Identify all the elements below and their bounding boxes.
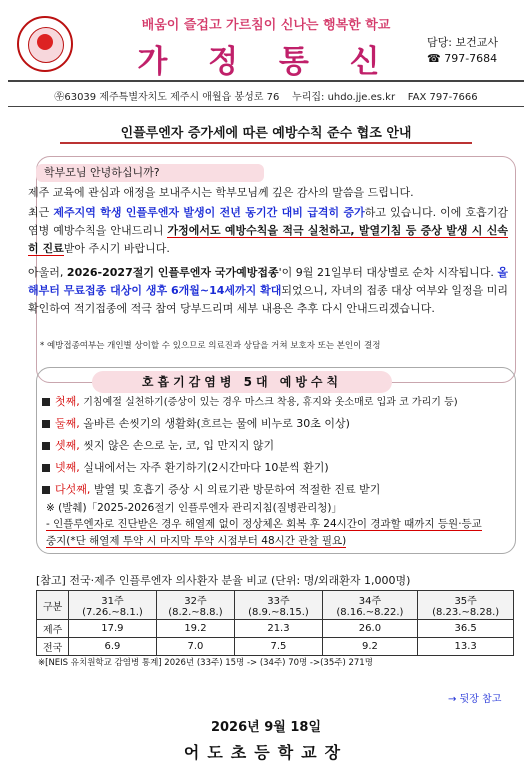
table-header-row [37,591,514,620]
table-row: 전국 6.9 7.0 7.5 9.2 13.3 [37,638,514,656]
rule-item: 둘째, 올바른 손씻기의 생활화(흐르는 물에 비누로 30초 이상) [42,416,350,432]
website: 누리집: uhdo.jje.es.kr [292,92,396,103]
greeting: 학부모님 안녕하십니까? [36,164,264,182]
table-caption: [참고] 전국·제주 인플루엔자 의사환자 분율 비교 (단위: 명/외래환자 1,000명) [36,574,411,587]
address-rule [8,106,524,107]
guideline-source: ※ (발췌)「2025-2026절기 인플루엔자 관리지침(질병관리청)」 [46,502,343,514]
letter-p2: 최근 제주지역 학생 인플루엔자 발생이 전년 동기간 대비 급격히 증가하고 있습니다. 이에 호흡기감염병 예방수칙을 안내드리니 가정에서도 예방수칙을 적극 실천하고, 발열기침 등 증상 발생 시 신속히 진료받아 주시기 바랍니다. [28,206,509,255]
table-row: 제주 17.9 19.2 21.3 26.0 36.5 [37,620,514,638]
address: ㉾63039 제주특별자치도 제주시 애월읍 봉성로 76 [54,92,280,103]
slogan: 배움이 즐겁고 가르침이 신나는 행복한 학교 [141,18,391,33]
square-bullet-icon [42,442,50,450]
table-col-header: 34주 (8.16.~8.22.) [322,591,418,620]
fax: FAX 797-7666 [407,92,478,103]
table-col-header: 33주 (8.9.~8.15.) [235,591,322,620]
rule-item: 넷째, 실내에서는 자주 환기하기(2시간마다 10분씩 환기) [42,460,329,476]
square-bullet-icon [42,464,50,472]
letter-p1: 제주 교육에 관심과 애정을 보내주시는 학부모님께 깊은 감사의 말씀을 드립니다. [28,186,414,199]
page-title: 가 정 통 신 [137,44,395,80]
contact-phone: ☎ 797-7684 [427,52,498,65]
square-bullet-icon [42,486,50,494]
headline: 인플루엔자 증가세에 따른 예방수칙 준수 협조 안내 [120,126,412,141]
table-corner: 구분 [37,591,69,620]
rule-item: 첫째, 기침예절 실천하기(증상이 있는 경우 마스크 착용, 휴지와 옷소매로 입과 코 가리기 등) [42,394,458,411]
table-footnote: ※[NEIS 유치원학교 감염병 통계] 2026년 (33주) 15명 -> (34주) 70명 ->(35주) 271명 [38,658,373,668]
school-signature: 어도초등학교장 [183,743,349,762]
table-col-header: 35주 (8.23.~8.28.) [418,591,514,620]
square-bullet-icon [42,398,50,406]
back-page-link[interactable]: → 뒷장 참고 [448,694,502,705]
headline-underline [60,142,472,144]
square-bullet-icon [42,420,50,428]
letter-p3: 아울러, 2026-2027절기 인플루엔자 국가예방접종'이 9월 21일부터 대상별로 순차 시작됩니다. 올해부터 무료접종 대상이 생후 6개월~14세까지 확대되었으니, 자녀의 접종 대상 여부와 일정을 미리 확인하여 적기접종에 적극 참여 당부드리며 세부 내용은 추후 다시 안내드리겠습니다. [28,266,509,315]
guideline-detail: - 인플루엔자로 진단받은 경우 해열제 없이 정상체온 회복 후 24시간이 경과할 때까지 등원·등교 중지(*단 해열제 투약 시 마지막 투약 시점부터 48시간 관찰 필요) [46,518,482,547]
table-col-header: 31주 (7.26.~8.1.) [69,591,156,620]
table-col-header: 32주 (8.2.~8.8.) [156,591,235,620]
influenza-table [36,590,514,656]
rule-item: 다섯째, 발열 및 호흡기 증상 시 의료기관 방문하여 적절한 진료 받기 [42,482,380,498]
contact-role: 담당: 보건교사 [427,36,498,49]
rules-title: 호흡기감염병 5대 예방수칙 [92,371,392,393]
vaccination-note: * 예방접종여부는 개인별 상이할 수 있으므로 의료진과 상담을 거쳐 보호자 또는 본인이 결정 [40,341,381,351]
address-bar [0,88,532,103]
rule-item: 셋째, 씻지 않은 손으로 눈, 코, 입 만지지 않기 [42,438,274,454]
issue-date: 2026년 9월 18일 [210,720,322,735]
header-rule [8,80,524,82]
